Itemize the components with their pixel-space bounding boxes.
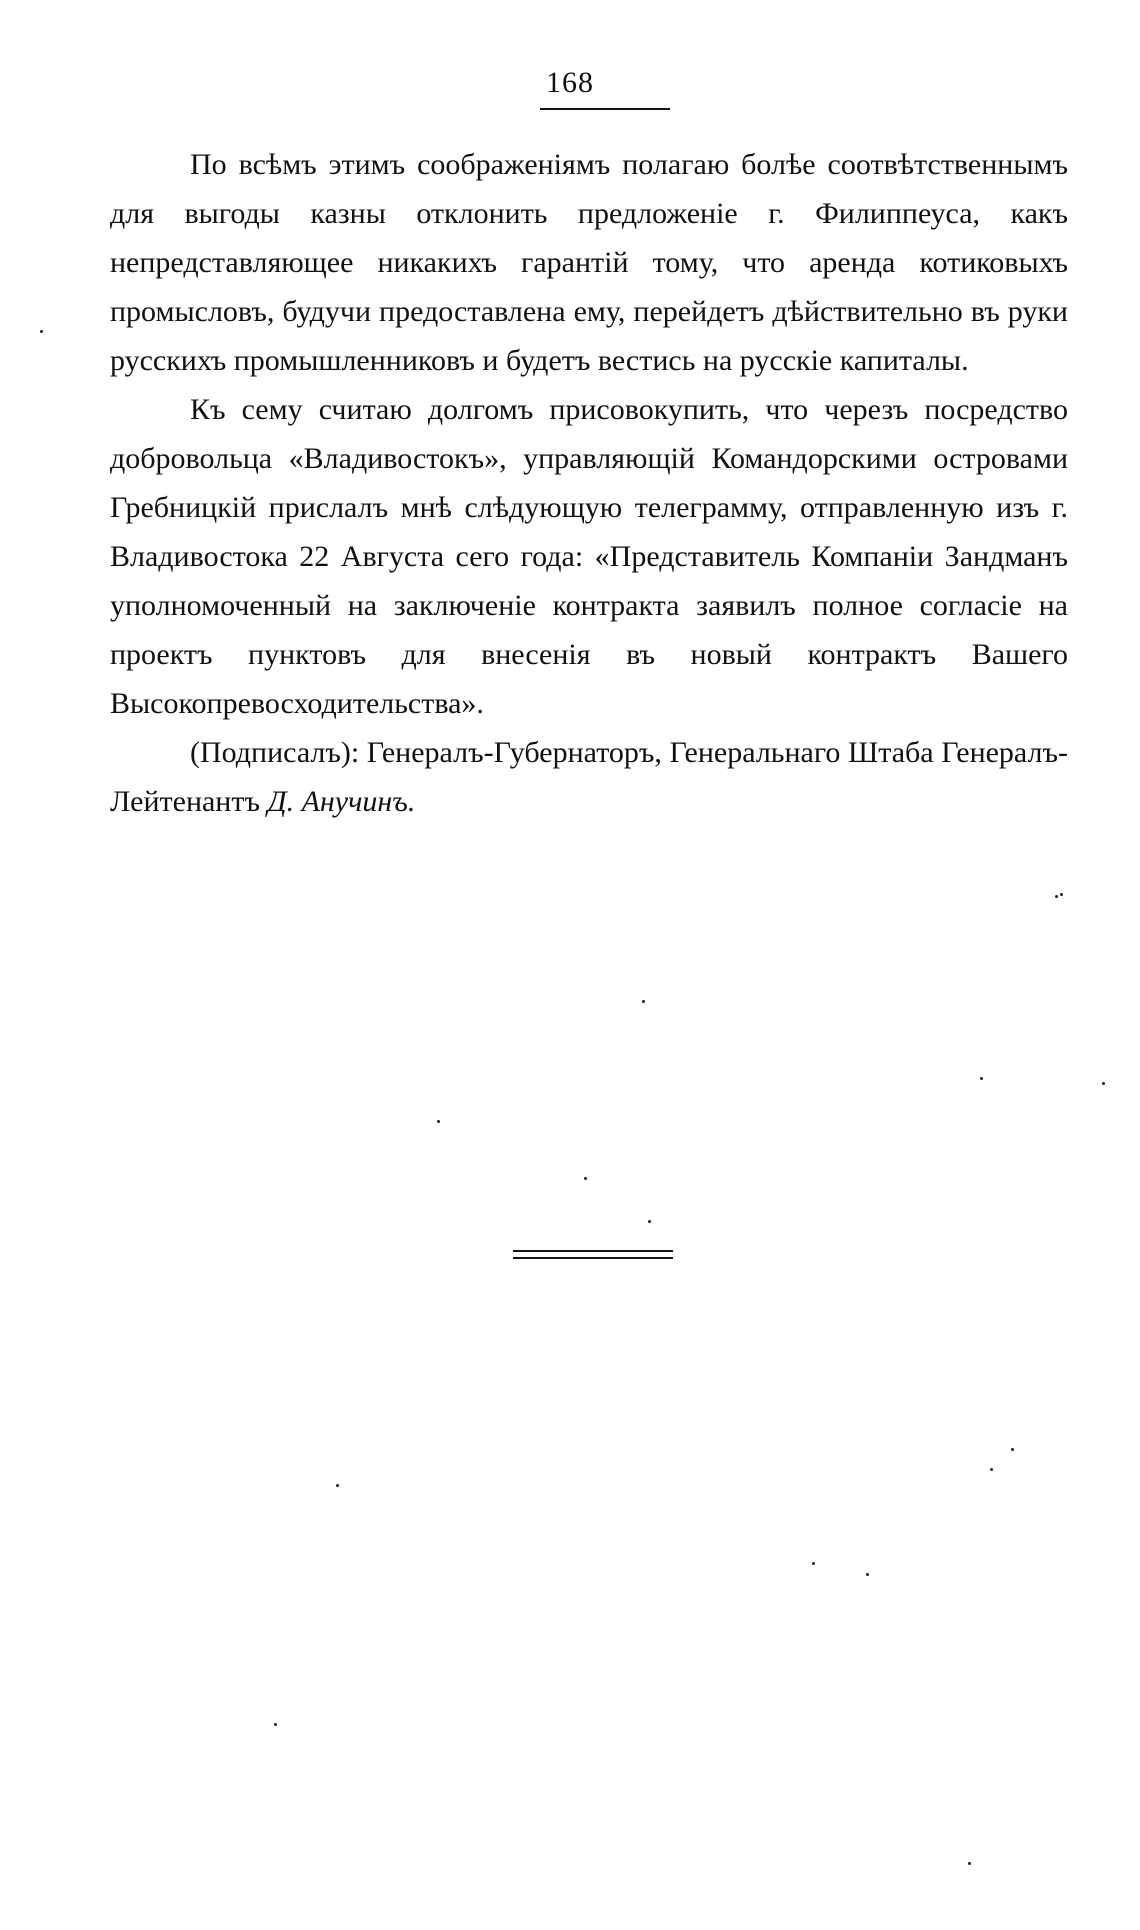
scan-speck	[990, 1468, 993, 1471]
end-double-rule-top	[513, 1250, 673, 1252]
scan-speck	[1060, 893, 1063, 896]
scan-speck	[648, 1220, 651, 1223]
scan-speck	[812, 1562, 815, 1565]
scan-speck	[980, 1077, 983, 1080]
scan-speck	[642, 1000, 645, 1003]
scan-speck	[1011, 1448, 1014, 1451]
signature-text: (Подписалъ): Генералъ-Губернаторъ, Генеральнаго Штаба Генералъ-Лейтенантъ	[110, 736, 1068, 818]
signature-paragraph	[110, 728, 1068, 826]
signature-name: Д. Анучинъ.	[267, 785, 416, 818]
scan-speck	[1102, 1082, 1105, 1085]
scan-speck	[584, 1177, 587, 1180]
scan-speck	[40, 330, 43, 333]
scan-speck	[866, 1573, 869, 1576]
page-number-rule	[540, 108, 670, 110]
end-double-rule-bottom	[513, 1257, 673, 1259]
scan-speck	[1055, 895, 1058, 898]
paragraph-1: По всѣмъ этимъ соображеніямъ полагаю болѣе соотвѣтственнымъ для выгоды казны отклонить предложеніе г. Филиппеуса, какъ непредставляющее никакихъ гарантій тому, что аренда котиковыхъ промысловъ, будучи предоставлена ему, перейдетъ дѣйствительно въ руки русскихъ промышленниковъ и будетъ вестись на русскіе капиталы.	[110, 148, 1068, 377]
page-number: 168	[546, 66, 594, 99]
scan-speck	[437, 1120, 440, 1123]
paragraph-2: Къ сему считаю долгомъ присовокупить, что черезъ посредство добровольца «Владивостокъ», управляющій Командорскими островами Гребницкій прислалъ мнѣ слѣдующую телеграмму, отправленную изъ г. Владивостока 22 Августа сего года: «Представитель Компаніи Зандманъ уполномоченный на заключеніе контракта заявилъ полное согласіе на проектъ пунктовъ для внесенія въ новый контрактъ Вашего Высокопревосходительства».	[110, 393, 1068, 720]
body-text	[110, 140, 1068, 826]
scan-speck	[968, 1862, 971, 1865]
scan-speck	[274, 1723, 277, 1726]
scan-speck	[336, 1484, 339, 1487]
